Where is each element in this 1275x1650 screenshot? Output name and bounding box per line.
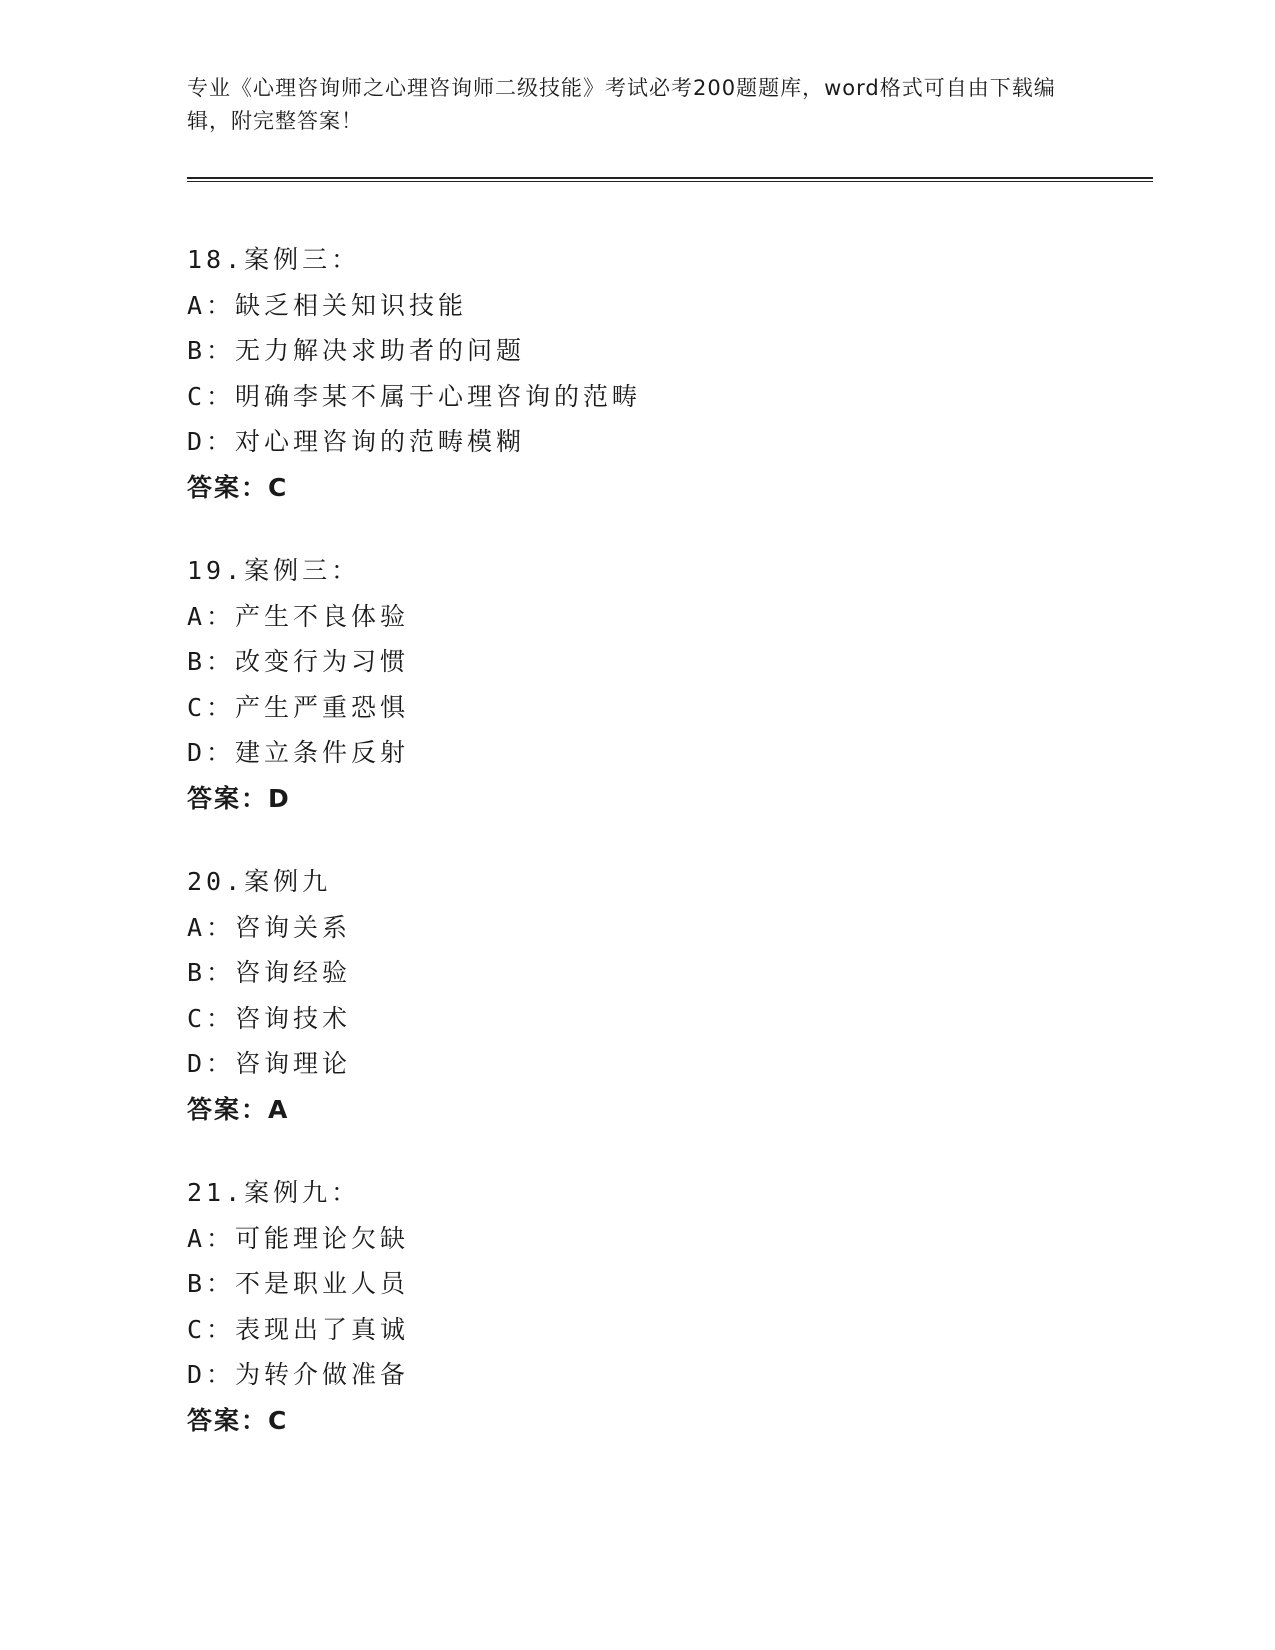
question-21 (187, 1170, 1087, 1443)
option-c: C：产生严重恐惧 (187, 692, 410, 722)
option-b: B：咨询经验 (187, 958, 352, 987)
question-stem: 20.案例九 (187, 867, 332, 896)
question-18 (187, 237, 1087, 510)
option-c: C：表现出了真诚 (187, 1314, 410, 1344)
option-a: A：缺乏相关知识技能 (187, 290, 468, 320)
answer-label: 答案：D (187, 783, 291, 813)
question-stem: 19.案例三： (187, 556, 361, 585)
question-stem: 21.案例九： (187, 1178, 361, 1207)
option-c: C：咨询技术 (187, 1003, 352, 1033)
option-a: A：产生不良体验 (187, 601, 410, 631)
option-c: C：明确李某不属于心理咨询的范畴 (187, 381, 642, 411)
option-a: A：可能理论欠缺 (187, 1223, 410, 1253)
header-divider (187, 177, 1153, 182)
option-d: D：咨询理论 (187, 1049, 352, 1078)
option-d: D：为转介做准备 (187, 1360, 410, 1389)
question-19 (187, 548, 1087, 821)
answer-label: 答案：C (187, 472, 289, 502)
document-header (187, 72, 1067, 138)
header-title: 专业《心理咨询师之心理咨询师二级技能》考试必考200题题库，word格式可自由下载编辑，附完整答案！ (187, 76, 1056, 133)
question-stem: 18.案例三： (187, 245, 361, 274)
option-a: A：咨询关系 (187, 912, 352, 942)
option-b: B：不是职业人员 (187, 1269, 410, 1298)
answer-label: 答案：A (187, 1094, 290, 1124)
question-20 (187, 859, 1087, 1132)
option-b: B：无力解决求助者的问题 (187, 336, 526, 365)
option-d: D：对心理咨询的范畴模糊 (187, 427, 526, 456)
option-b: B：改变行为习惯 (187, 647, 410, 676)
answer-label: 答案：C (187, 1405, 289, 1435)
question-list (187, 237, 1087, 1481)
option-d: D：建立条件反射 (187, 738, 410, 767)
